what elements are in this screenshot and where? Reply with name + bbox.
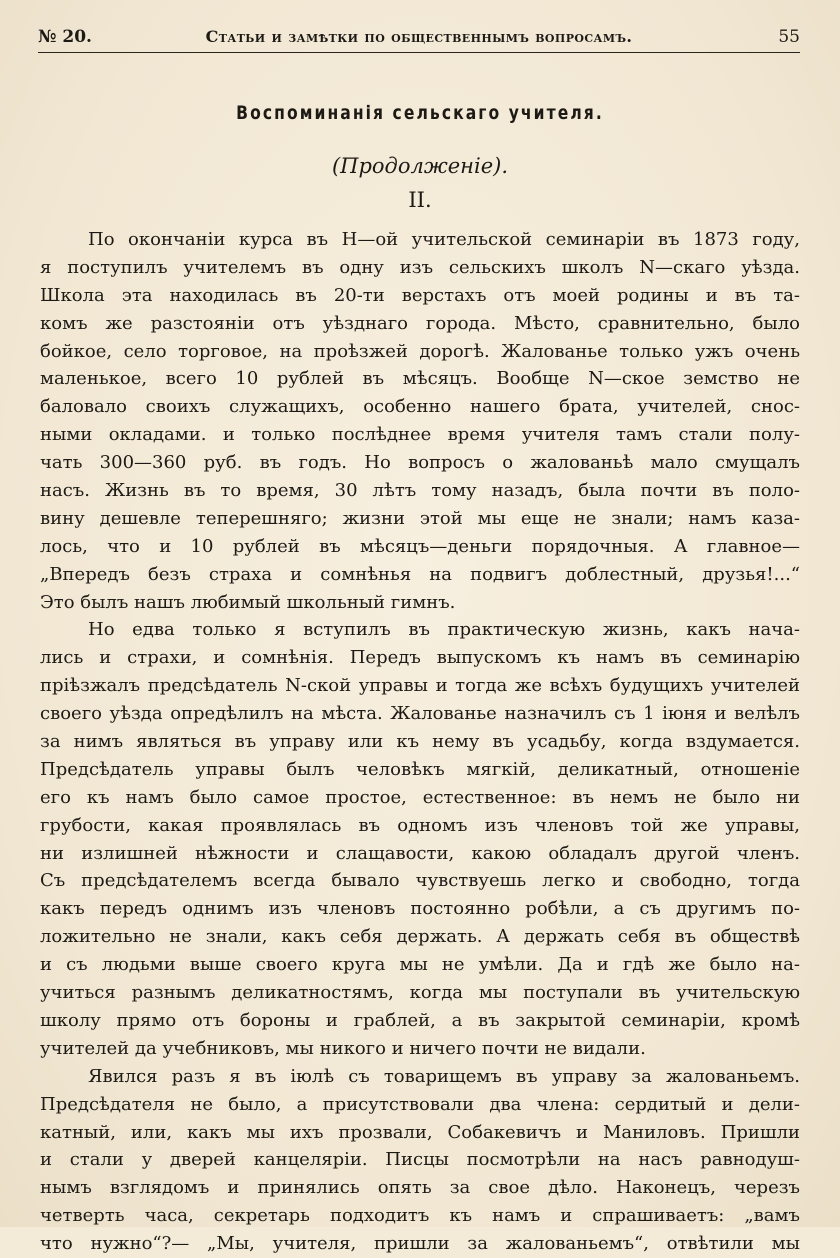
text-line: ложительно не знали, какъ себя держать. А держать себя въ обществѣ: [40, 926, 800, 948]
text-line: учиться разнымъ деликатностямъ, когда мы поступали въ учительскую: [40, 982, 800, 1004]
text-line: и стали у дверей канцеляріи. Писцы посмотрѣли на насъ равнодуш-: [40, 1149, 800, 1171]
text-line: лось, что и 10 рублей въ мѣсяцъ—деньги порядочныя. А главное—: [40, 535, 800, 557]
text-line: По окончаніи курса въ Н—ой учительской семинаріи въ 1873 году,: [88, 229, 800, 250]
text-line: нымъ взглядомъ и принялись опять за свое дѣло. Наконецъ, черезъ: [40, 1177, 800, 1199]
text-line: своего уѣзда опредѣлилъ на мѣста. Жалованье назначилъ съ 1 іюня и велѣлъ: [40, 703, 800, 725]
page-number: 55: [778, 27, 800, 47]
issue-number: № 20.: [38, 27, 92, 47]
article-subtitle: (Продолженіе).: [331, 154, 509, 178]
text-line: Школа эта находилась въ 20-ти верстахъ отъ моей родины и въ та-: [40, 284, 800, 306]
text-line: Это былъ нашъ любимый школьный гимнъ.: [40, 591, 456, 613]
text-line: и съ людьми выше своего круга мы не умѣли. Да и гдѣ же было на-: [40, 954, 800, 976]
text-line: школу прямо отъ бороны и граблей, а въ закрытой семинаріи, кромѣ: [40, 1009, 800, 1031]
article-title: Воспоминанія сельскаго учителя.: [236, 102, 604, 124]
running-header: [38, 22, 800, 52]
text-line: что нужно“?— „Мы, учителя, пришли за жалованьемъ“, отвѣтили мы: [40, 1233, 800, 1255]
text-line: Явился разъ я въ іюлѣ съ товарищемъ въ управу за жалованьемъ.: [88, 1065, 800, 1087]
text-line: Но едва только я вступилъ въ практическую жизнь, какъ нача-: [88, 619, 800, 641]
text-line: Съ предсѣдателемъ всегда бывало чувствуешь легко и свободно, тогда: [40, 870, 800, 892]
text-line: маленькое, всего 10 рублей въ мѣсяцъ. Вообще N—ское земство не: [40, 368, 800, 390]
text-line: ными окладами. и только послѣднее время учителя тамъ стали полу-: [40, 424, 800, 446]
text-line: баловало своихъ служащихъ, особенно нашего брата, учителей, снос-: [40, 396, 800, 418]
chapter-number: II.: [408, 188, 432, 212]
text-line: вину дешевле теперешняго; жизни этой мы еще не знали; намъ каза-: [40, 507, 800, 529]
text-line: Предсѣдателя не было, а присутствовали два члена: сердитый и дели-: [40, 1093, 800, 1115]
text-line: „Впередъ безъ страха и сомнѣнья на подвигъ доблестный, друзья!...“: [40, 563, 800, 585]
text-line: насъ. Жизнь въ то время, 30 лѣтъ тому назадъ, была почти въ поло-: [40, 480, 800, 502]
text-line: чать 300—360 руб. въ годъ. Но вопросъ о жалованьѣ мало смущалъ: [40, 452, 800, 474]
article-body: [40, 226, 800, 1258]
text-line: его къ намъ было самое простое, естественное: въ немъ не было ни: [40, 786, 800, 808]
text-line: пріѣзжалъ предсѣдатель N-ской управы и тогда же всѣхъ будущихъ учителей: [40, 675, 800, 697]
header-rule: [38, 52, 800, 53]
text-line: четверть часа, секретарь подходитъ къ намъ и спрашиваетъ: „вамъ: [40, 1205, 800, 1227]
text-line: бойкое, село торговое, на проѣзжей дорогѣ. Жалованье только ужъ очень: [40, 340, 800, 362]
text-line: учителей да учебниковъ, мы никого и ничего почти не видали.: [40, 1037, 646, 1059]
text-line: лись и страхи, и сомнѣнія. Передъ выпускомъ къ намъ въ семинарію: [40, 647, 800, 669]
section-title: Статьи и замѣтки по общественнымъ вопросамъ.: [205, 27, 633, 46]
text-line: катный, или, какъ мы ихъ прозвали, Собакевичъ и Маниловъ. Пришли: [40, 1121, 800, 1143]
text-line: ни излишней нѣжности и слащавости, какою обладалъ другой членъ.: [40, 842, 800, 864]
text-line: Предсѣдатель управы былъ человѣкъ мягкій, деликатный, отношеніе: [40, 758, 800, 780]
text-line: за нимъ являться въ управу или къ нему въ усадьбу, когда вздумается.: [40, 731, 800, 753]
text-line: грубости, какая проявлялась въ одномъ изъ членовъ той же управы,: [40, 814, 800, 836]
text-line: какъ передъ однимъ изъ членовъ постоянно робѣли, а съ другимъ по-: [40, 898, 800, 920]
text-line: комъ же разстояніи отъ уѣзднаго города. Мѣсто, сравнительно, было: [40, 312, 800, 334]
text-line: я поступилъ учителемъ въ одну изъ сельскихъ школъ N—скаго уѣзда.: [40, 256, 800, 278]
